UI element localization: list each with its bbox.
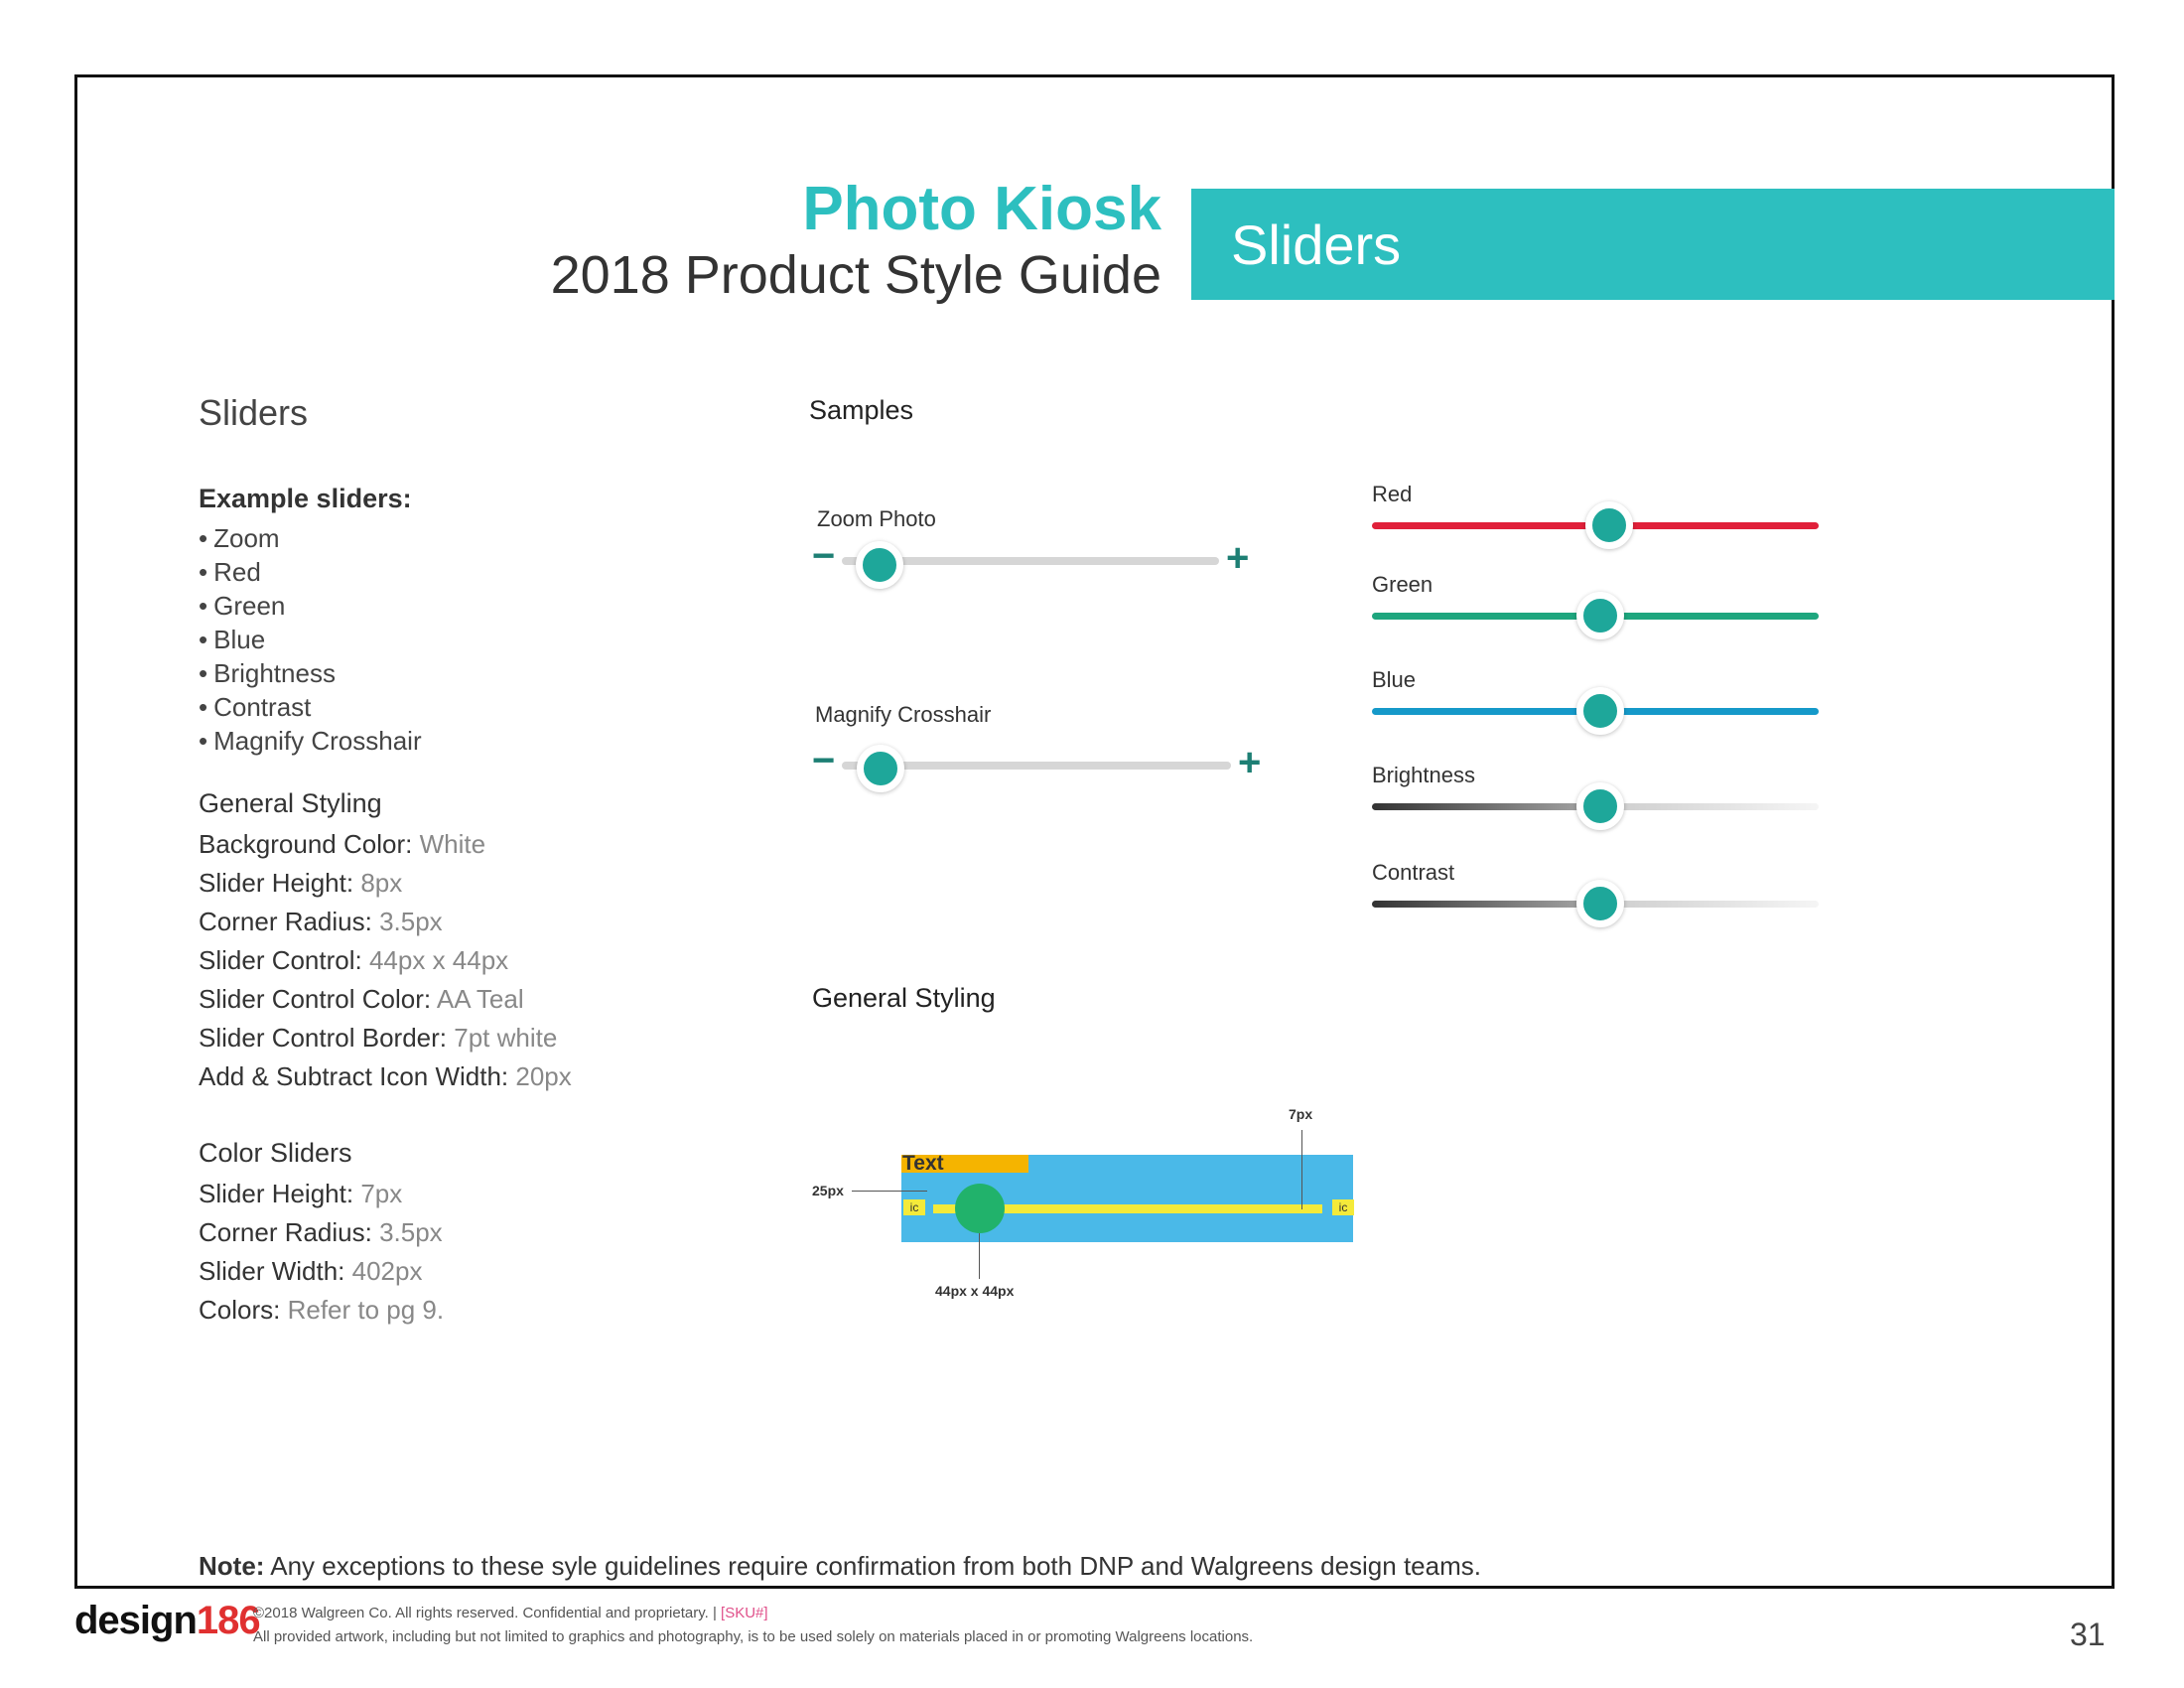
spec-row: Slider Control Border: 7pt white xyxy=(199,1023,558,1053)
guide-title: 2018 Product Style Guide xyxy=(550,245,1161,305)
spec-row: Background Color: White xyxy=(199,829,486,859)
examples-title: Example sliders: xyxy=(199,484,412,513)
diagram-control xyxy=(955,1184,1005,1233)
dim-44px: 44px x 44px xyxy=(935,1283,1015,1299)
spec-row: Slider Control: 44px x 44px xyxy=(199,945,509,975)
dim-7px: 7px xyxy=(1289,1106,1313,1122)
list-item: • Contrast xyxy=(199,690,422,724)
color-slider-label: Green xyxy=(1372,572,1433,597)
design186-logo: design186 xyxy=(74,1599,260,1642)
zoom-photo-label: Zoom Photo xyxy=(817,506,936,531)
left-icon-box: ic xyxy=(903,1199,925,1215)
text-label: Text xyxy=(902,1152,944,1175)
dim-line-7px xyxy=(1301,1130,1302,1209)
list-item: • Brightness xyxy=(199,656,422,690)
color-slider-label: Red xyxy=(1372,482,1413,506)
spec-row: Add & Subtract Icon Width: 20px xyxy=(199,1061,572,1091)
color-slider-control[interactable] xyxy=(1576,592,1624,639)
dim-25px: 25px xyxy=(812,1183,844,1198)
brand-title: Photo Kiosk xyxy=(802,175,1161,243)
color-slider-control[interactable] xyxy=(1576,880,1624,927)
section-title: Sliders xyxy=(1231,213,1402,276)
footer-legal: ©2018 Walgreen Co. All rights reserved. Confidential and proprietary. | [SKU#] All provided artwork, including but not limited to graphics and photography, is to be used solely on materials placed in or promoting Walgreens locations. xyxy=(253,1605,1254,1645)
spec-row: Corner Radius: 3.5px xyxy=(199,907,443,936)
color-slider-control[interactable] xyxy=(1576,687,1624,735)
magnify-plus-icon[interactable]: + xyxy=(1238,741,1262,784)
magnify-crosshair-label: Magnify Crosshair xyxy=(815,702,992,727)
spec-row: Slider Width: 402px xyxy=(199,1256,423,1286)
note: Note: Any exceptions to these syle guidelines require confirmation from both DNP and Walgreens design teams. xyxy=(199,1551,1481,1581)
color-slider-label: Blue xyxy=(1372,667,1417,692)
spec-row: Slider Height: 7px xyxy=(199,1179,403,1208)
spec-row: Slider Height: 8px xyxy=(199,868,403,898)
magnify-slider-control[interactable] xyxy=(857,745,904,792)
general-styling-specs xyxy=(199,784,572,1096)
color-slider-control[interactable] xyxy=(1576,782,1624,830)
list-item: • Zoom xyxy=(199,521,422,555)
spec-row: Corner Radius: 3.5px xyxy=(199,1217,443,1247)
list-item: • Red xyxy=(199,555,422,589)
spec-row: Colors: Refer to pg 9. xyxy=(199,1295,445,1325)
list-item: • Blue xyxy=(199,623,422,656)
color-slider-label: Contrast xyxy=(1372,860,1455,885)
general-styling-heading: General Styling xyxy=(812,983,996,1013)
example-sliders-list xyxy=(199,482,422,758)
zoom-plus-icon[interactable]: + xyxy=(1226,536,1250,580)
dim-line-44px xyxy=(979,1233,980,1279)
zoom-slider-control[interactable] xyxy=(856,541,903,589)
list-item: • Green xyxy=(199,589,422,623)
spec-row: Slider Control Color: AA Teal xyxy=(199,984,524,1014)
dim-line-25px xyxy=(852,1191,927,1192)
zoom-minus-icon[interactable]: − xyxy=(812,534,836,578)
section-band xyxy=(1191,189,2115,300)
color-sliders-specs xyxy=(199,1134,444,1330)
magnify-minus-icon[interactable]: − xyxy=(812,739,836,782)
general-styling-title: General Styling xyxy=(199,788,382,818)
left-heading: Sliders xyxy=(199,392,309,433)
color-sliders-title: Color Sliders xyxy=(199,1138,352,1168)
right-icon-box: ic xyxy=(1332,1199,1354,1215)
page-number: 31 xyxy=(2070,1617,2106,1652)
color-slider-control[interactable] xyxy=(1585,501,1633,549)
samples-heading: Samples xyxy=(809,395,914,425)
color-slider-label: Brightness xyxy=(1372,763,1475,787)
list-item: • Magnify Crosshair xyxy=(199,724,422,758)
